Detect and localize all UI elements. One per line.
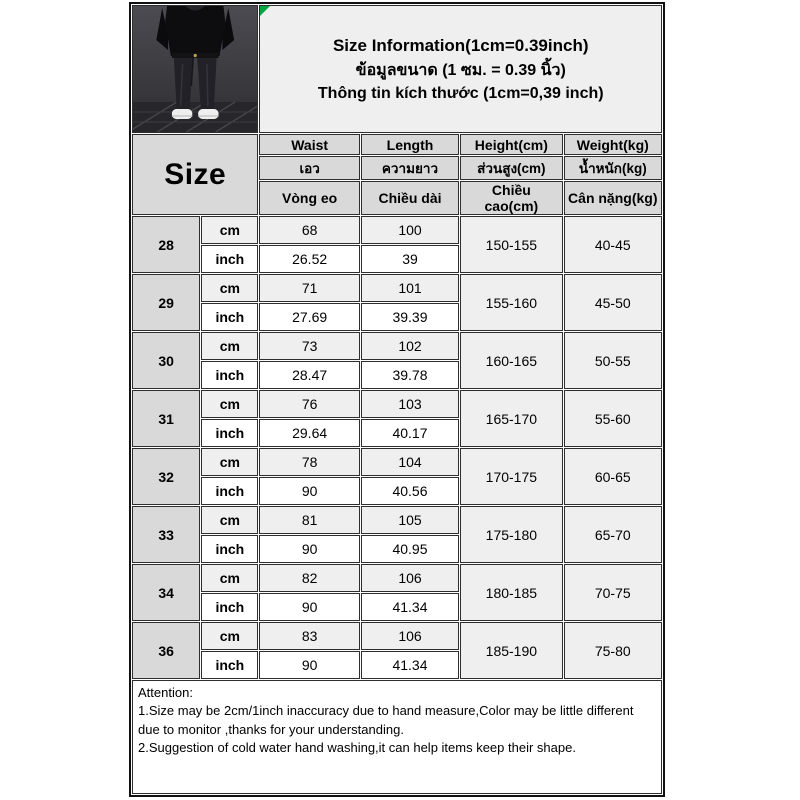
attention-title: Attention: <box>138 685 193 700</box>
unit-cm-label: cm <box>201 564 258 592</box>
size-value: 34 <box>132 564 200 621</box>
length-cm-value: 102 <box>361 332 459 360</box>
weight-range: 60-65 <box>564 448 662 505</box>
unit-cm-label: cm <box>201 622 258 650</box>
unit-cm-label: cm <box>201 448 258 476</box>
attention-row <box>132 680 662 794</box>
col-header-height-th: ส่วนสูง(cm) <box>460 156 562 180</box>
size-value: 32 <box>132 448 200 505</box>
size-value: 33 <box>132 506 200 563</box>
title-vietnamese: Thông tin kích thước (1cm=0,39 inch) <box>317 84 604 102</box>
unit-inch-label: inch <box>201 651 258 679</box>
size-value: 30 <box>132 332 200 389</box>
length-cm-value: 101 <box>361 274 459 302</box>
waist-cm-value: 76 <box>259 390 359 418</box>
waist-inch-value: 90 <box>259 593 359 621</box>
waist-inch-value: 90 <box>259 651 359 679</box>
waist-cm-value: 83 <box>259 622 359 650</box>
col-header-waist-vi: Vòng eo <box>259 181 359 215</box>
size-value: 36 <box>132 622 200 679</box>
length-cm-value: 105 <box>361 506 459 534</box>
col-header-waist-th: เอว <box>259 156 359 180</box>
jeans-model-photo <box>133 6 257 132</box>
title-english: Size Information(1cm=0.39inch) <box>332 35 589 55</box>
size-chart-sheet <box>129 2 665 797</box>
unit-inch-label: inch <box>201 419 258 447</box>
waist-cm-value: 82 <box>259 564 359 592</box>
size-value: 31 <box>132 390 200 447</box>
size-32-cm-row <box>132 448 662 476</box>
waist-inch-value: 90 <box>259 477 359 505</box>
waist-cm-value: 71 <box>259 274 359 302</box>
height-range: 165-170 <box>460 390 562 447</box>
length-inch-value: 40.95 <box>361 535 459 563</box>
unit-inch-label: inch <box>201 593 258 621</box>
length-cm-value: 106 <box>361 622 459 650</box>
waist-cm-value: 78 <box>259 448 359 476</box>
header-row-english <box>132 134 662 155</box>
waist-inch-value: 29.64 <box>259 419 359 447</box>
length-inch-value: 39.39 <box>361 303 459 331</box>
col-header-weight-th: น้ำหนัก(kg) <box>564 156 662 180</box>
unit-inch-label: inch <box>201 303 258 331</box>
length-cm-value: 103 <box>361 390 459 418</box>
size-value: 28 <box>132 216 200 273</box>
height-range: 180-185 <box>460 564 562 621</box>
col-header-waist-en: Waist <box>259 134 359 155</box>
size-value: 29 <box>132 274 200 331</box>
waist-cm-value: 81 <box>259 506 359 534</box>
length-cm-value: 106 <box>361 564 459 592</box>
green-corner-marker <box>260 6 270 16</box>
unit-cm-label: cm <box>201 332 258 360</box>
weight-range: 75-80 <box>564 622 662 679</box>
waist-inch-value: 26.52 <box>259 245 359 273</box>
col-header-length-th: ความยาว <box>361 156 459 180</box>
length-inch-value: 39.78 <box>361 361 459 389</box>
attention-note-1: 1.Size may be 2cm/1inch inaccuracy due to hand measure,Color may be little different due to monitor ,thanks for your understanding. <box>138 703 634 737</box>
col-header-length-vi: Chiều dài <box>361 181 459 215</box>
col-header-weight-en: Weight(kg) <box>564 134 662 155</box>
unit-cm-label: cm <box>201 506 258 534</box>
height-range: 175-180 <box>460 506 562 563</box>
length-inch-value: 39 <box>361 245 459 273</box>
attention-note-2: 2.Suggestion of cold water hand washing,it can help items keep their shape. <box>138 740 576 756</box>
title-cell <box>259 5 662 133</box>
weight-range: 70-75 <box>564 564 662 621</box>
height-range: 150-155 <box>460 216 562 273</box>
height-range: 185-190 <box>460 622 562 679</box>
waist-cm-value: 68 <box>259 216 359 244</box>
waist-cm-value: 73 <box>259 332 359 360</box>
length-cm-value: 104 <box>361 448 459 476</box>
size-33-cm-row <box>132 506 662 534</box>
height-range: 160-165 <box>460 332 562 389</box>
col-header-height-vi: Chiều cao(cm) <box>460 181 562 215</box>
length-inch-value: 40.17 <box>361 419 459 447</box>
size-table <box>131 4 663 795</box>
size-34-cm-row <box>132 564 662 592</box>
weight-range: 40-45 <box>564 216 662 273</box>
unit-cm-label: cm <box>201 390 258 418</box>
length-inch-value: 40.56 <box>361 477 459 505</box>
size-header-label: Size <box>132 134 258 215</box>
unit-inch-label: inch <box>201 477 258 505</box>
size-30-cm-row <box>132 332 662 360</box>
col-header-weight-vi: Cân nặng(kg) <box>564 181 662 215</box>
height-range: 170-175 <box>460 448 562 505</box>
height-range: 155-160 <box>460 274 562 331</box>
weight-range: 55-60 <box>564 390 662 447</box>
weight-range: 50-55 <box>564 332 662 389</box>
waist-inch-value: 90 <box>259 535 359 563</box>
unit-cm-label: cm <box>201 274 258 302</box>
size-36-cm-row <box>132 622 662 650</box>
product-photo-cell <box>132 5 258 133</box>
size-28-cm-row <box>132 216 662 244</box>
size-29-cm-row <box>132 274 662 302</box>
weight-range: 45-50 <box>564 274 662 331</box>
col-header-length-en: Length <box>361 134 459 155</box>
length-cm-value: 100 <box>361 216 459 244</box>
unit-inch-label: inch <box>201 361 258 389</box>
waist-inch-value: 27.69 <box>259 303 359 331</box>
top-row <box>132 5 662 133</box>
unit-cm-label: cm <box>201 216 258 244</box>
green-triangle-icon <box>260 6 270 16</box>
length-inch-value: 41.34 <box>361 651 459 679</box>
attention-note-cell <box>132 680 662 794</box>
col-header-height-en: Height(cm) <box>460 134 562 155</box>
length-inch-value: 41.34 <box>361 593 459 621</box>
unit-inch-label: inch <box>201 245 258 273</box>
unit-inch-label: inch <box>201 535 258 563</box>
size-31-cm-row <box>132 390 662 418</box>
waist-inch-value: 28.47 <box>259 361 359 389</box>
weight-range: 65-70 <box>564 506 662 563</box>
title-thai: ข้อมูลขนาด (1 ซม. = 0.39 นิ้ว) <box>355 61 566 79</box>
